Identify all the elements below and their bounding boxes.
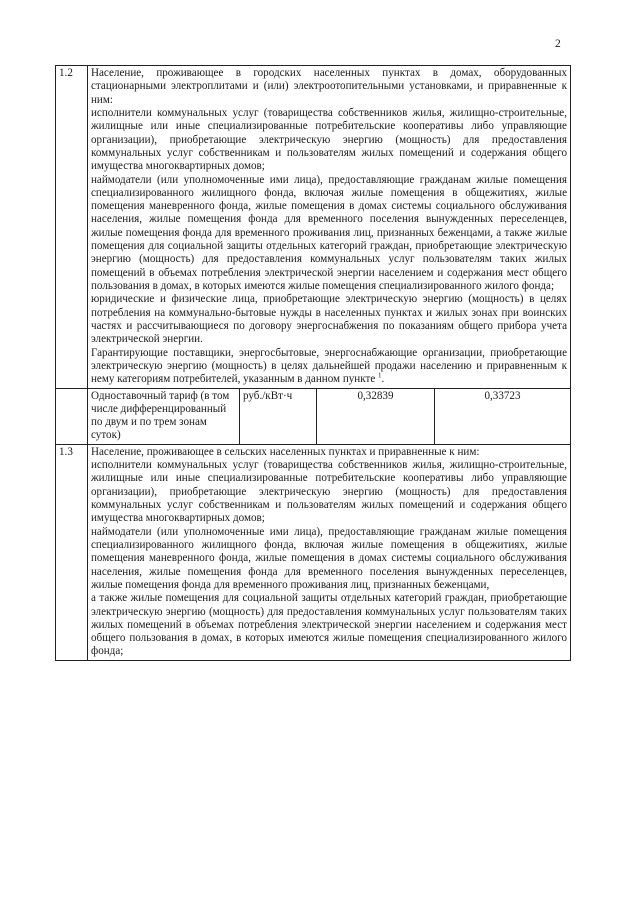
paragraph: Население, проживающее в сельских населенных пунктах и приравненные к ним:	[91, 445, 480, 458]
paragraph: наймодатели (или уполномоченные ими лица), предоставляющие гражданам жилые помещения специализированного жилищного фонда, включая жилые помещения в общежитиях, жилые помещения маневренного фонда, жилые помещения в домах системы социального обслуживания населения, жилые помещения фонда для временного поселения вынужденных переселенцев, жилые помещения фонда для временного проживания лиц, признанных беженцами,	[91, 525, 567, 591]
footnote-mark: 1	[378, 371, 382, 380]
paragraph: наймодатели (или уполномоченные ими лица), предоставляющие гражданам жилые помещения специализированного жилищного фонда, включая жилые помещения в общежитиях, жилые помещения маневренного фонда, жилые помещения в домах системы социального обслуживания населения, жилые помещения фонда для временного поселения вынужденных переселенцев, жилые помещения фонда для временного проживания лиц, признанных беженцами, а также жилые помещения для социальной защиты отдельных категорий граждан, приобретающие электрическую энергию (мощность) для предоставления коммунальных услуг пользователям таких жилых помещений в объемах потребления электрической энергии населением и содержания мест общего пользования в домах, в которых имеются жилые помещения специализированного жилого фонда;	[91, 173, 567, 292]
tariff-value-2: 0,33723	[435, 388, 571, 444]
paragraph: юридические и физические лица, приобретающие электрическую энергию (мощность) в целях потребления на коммунально-бытовые нужды в населенных пунктах и жилых зонах при воинских частях и рассчитывающиеся по договору энергоснабжения по показаниям общего прибора учета электрической энергии.	[91, 293, 567, 346]
paragraph-text: Гарантирующие поставщики, энергосбытовые, энергоснабжающие организации, приобретающие электрическую энергию (мощность) в целях дальнейшей продажи населению и приравненным к нему категориям потребителей, указанным в данном пункте	[91, 346, 567, 386]
row-number: 1.3	[56, 444, 88, 660]
tariff-table	[55, 65, 571, 661]
paragraph: исполнители коммунальных услуг (товарищества собственников жилья, жилищно-строительные, жилищные или иные специализированные потребительские кооперативы либо управляющие организации), приобретающие электрическую энергию (мощность) для предоставления коммунальных услуг собственникам и пользователям жилых помещений и содержания общего имущества многоквартирных домов;	[91, 106, 567, 173]
tariff-name: Одноставочный тариф (в том числе дифференцированный по двум и по трем зонам суток)	[88, 388, 240, 444]
paragraph: Население, проживающее в городских населенных пунктах в домах, оборудованных стационарными электроплитами и (или) электроотопительными установками, и приравненные к ним:	[91, 67, 567, 106]
footnote-tail: .	[381, 373, 385, 386]
tariff-value-1: 0,32839	[317, 388, 435, 444]
tariff-row	[56, 388, 571, 444]
page-number: 2	[555, 38, 561, 50]
paragraph	[91, 347, 567, 387]
section-1-2-row	[56, 66, 571, 389]
empty-cell	[56, 388, 88, 444]
row-number: 1.2	[56, 66, 88, 389]
section-1-3-text	[88, 444, 571, 660]
section-1-3-row	[56, 444, 571, 660]
tariff-unit: руб./кВт·ч	[240, 388, 317, 444]
paragraph: исполнители коммунальных услуг (товарищества собственников жилья, жилищно-строительные, жилищные или иные специализированные потребительские кооперативы либо управляющие организации), приобретающие электрическую энергию (мощность) для предоставления коммунальных услуг собственникам и пользователям жилых помещений и содержания общего имущества многоквартирных домов;	[91, 459, 567, 525]
section-1-2-text	[88, 66, 571, 389]
paragraph: а также жилые помещения для социальной защиты отдельных категорий граждан, приобретающие электрическую энергию (мощность) для предоставления коммунальных услуг пользователям таких жилых помещений в объемах потребления электрической энергии населением и содержания мест общего пользования в домах, в которых имеются жилые помещения специализированного жилого фонда;	[91, 592, 567, 658]
